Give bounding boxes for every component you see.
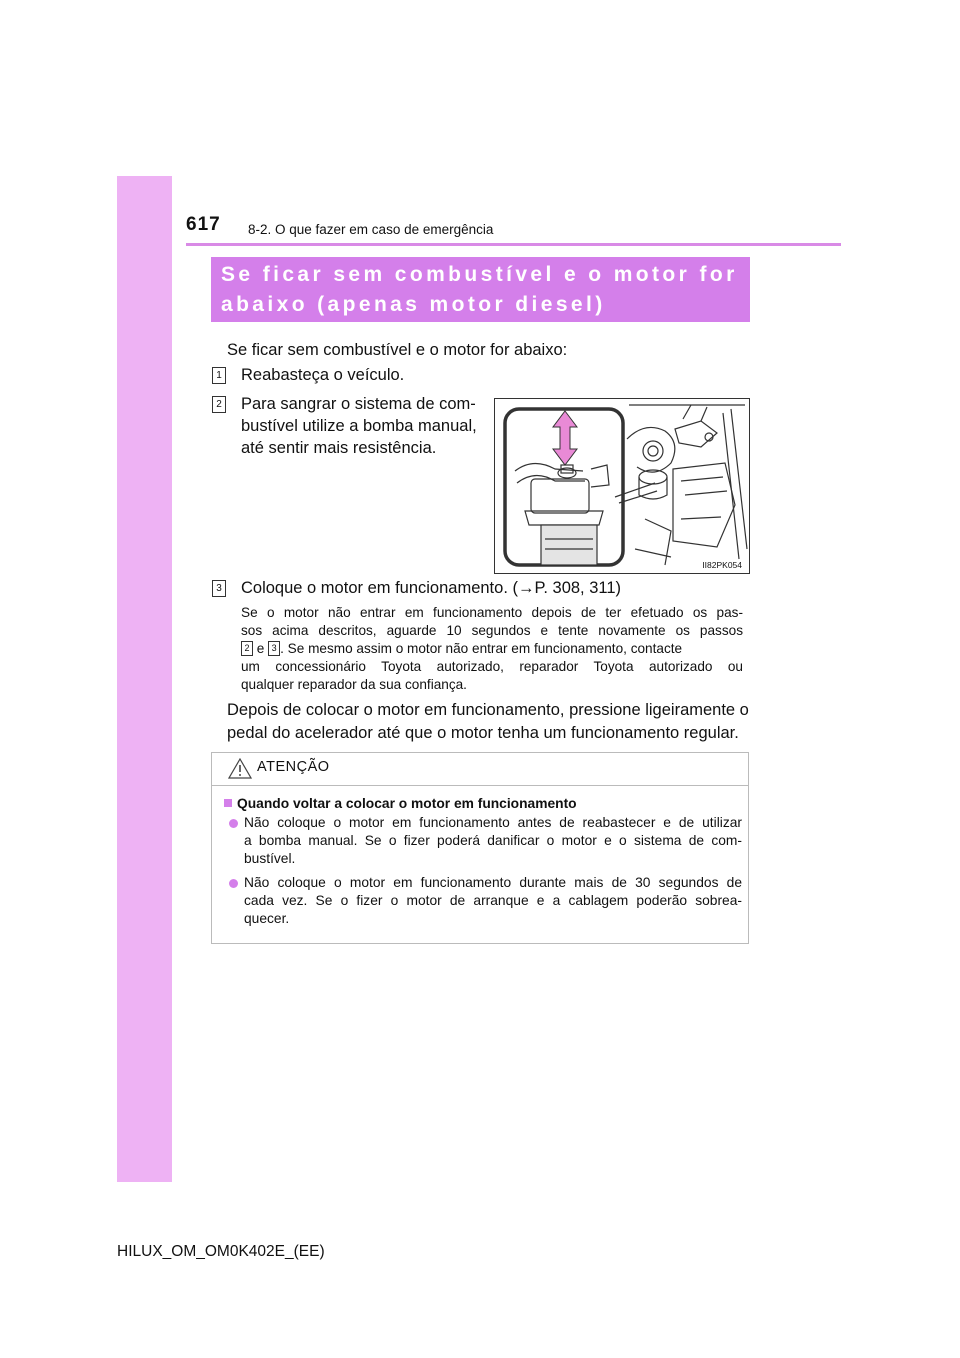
round-bullet-icon: [229, 819, 238, 828]
step-number-1: 1: [212, 367, 226, 384]
warning-item-1-line-3: bustível.: [244, 851, 296, 866]
note-line-3: [241, 641, 743, 657]
step-1-text: Reabasteça o veículo.: [241, 366, 405, 384]
figure-code: II82PK054: [702, 560, 742, 570]
note-line-5: qualquer reparador da sua confiança.: [241, 677, 467, 692]
step-3-text: Coloque o motor em funcionamento. (→P. 308, 311): [241, 579, 622, 597]
section-title: 8-2. O que fazer em caso de emergência: [248, 222, 494, 237]
warning-item-1-line-2: a bomba manual. Se o fizer poderá danificar o motor e o sistema de com-: [244, 833, 742, 848]
step-2-line-2: bustível utilize a bomba manual,: [241, 417, 477, 435]
step-2-line-1: Para sangrar o sistema de com-: [241, 395, 476, 413]
after-start-line-1: Depois de colocar o motor em funcionamento, pressione ligeiramente o: [227, 701, 749, 719]
step-2-line-3: até sentir mais resistência.: [241, 439, 437, 457]
warning-box: [211, 752, 749, 944]
step-number-2: 2: [212, 396, 226, 413]
note-line-1: Se o motor não entrar em funcionamento depois de ter efetuado os pas-: [241, 605, 743, 620]
warning-item-2-line-1: Não coloque o motor em funcionamento durante mais de 30 segundos de: [244, 875, 742, 890]
header-rule: [186, 243, 841, 246]
sidebar-tab: [117, 176, 172, 1182]
section-heading-banner: [211, 257, 750, 322]
heading-line-2: abaixo (apenas motor diesel): [221, 293, 606, 316]
warning-item-2-line-2: cada vez. Se o fizer o motor de arranque e a cablagem poderão sobrea-: [244, 893, 742, 908]
page-number: 617: [186, 214, 221, 235]
step-ref-2: 2: [241, 641, 253, 656]
square-bullet-icon: [224, 799, 232, 807]
note-line-3-text: . Se mesmo assim o motor não entrar em funcionamento, contacte: [280, 641, 683, 656]
round-bullet-icon: [229, 879, 238, 888]
note-line-2: sos acima descritos, aguarde 10 segundos e tente novamente os passos: [241, 623, 743, 638]
note-joiner: e: [256, 641, 265, 656]
warning-triangle-icon: [228, 758, 252, 779]
note-line-4: um concessionário Toyota autorizado, reparador Toyota autorizado ou: [241, 659, 743, 674]
intro-text: Se ficar sem combustível e o motor for abaixo:: [227, 341, 568, 359]
step-ref-3: 3: [268, 641, 280, 656]
warning-header: [212, 753, 748, 786]
engine-bay-drawing: [495, 399, 749, 573]
heading-line-1: Se ficar sem combustível e o motor for: [221, 263, 738, 286]
footer-doc-code: HILUX_OM_OM0K402E_(EE): [117, 1243, 325, 1260]
warning-subheading-text: Quando voltar a colocar o motor em funcionamento: [237, 796, 577, 811]
warning-title: ATENÇÃO: [257, 759, 330, 775]
after-start-line-2: pedal do acelerador até que o motor tenha um funcionamento regular.: [227, 724, 739, 742]
fuel-pump-illustration: [494, 398, 750, 574]
warning-item-2-line-3: quecer.: [244, 911, 290, 926]
warning-subheading: [224, 796, 577, 811]
step-number-3: 3: [212, 580, 226, 597]
warning-item-1-line-1: Não coloque o motor em funcionamento antes de reabastecer e de utilizar: [244, 815, 742, 830]
